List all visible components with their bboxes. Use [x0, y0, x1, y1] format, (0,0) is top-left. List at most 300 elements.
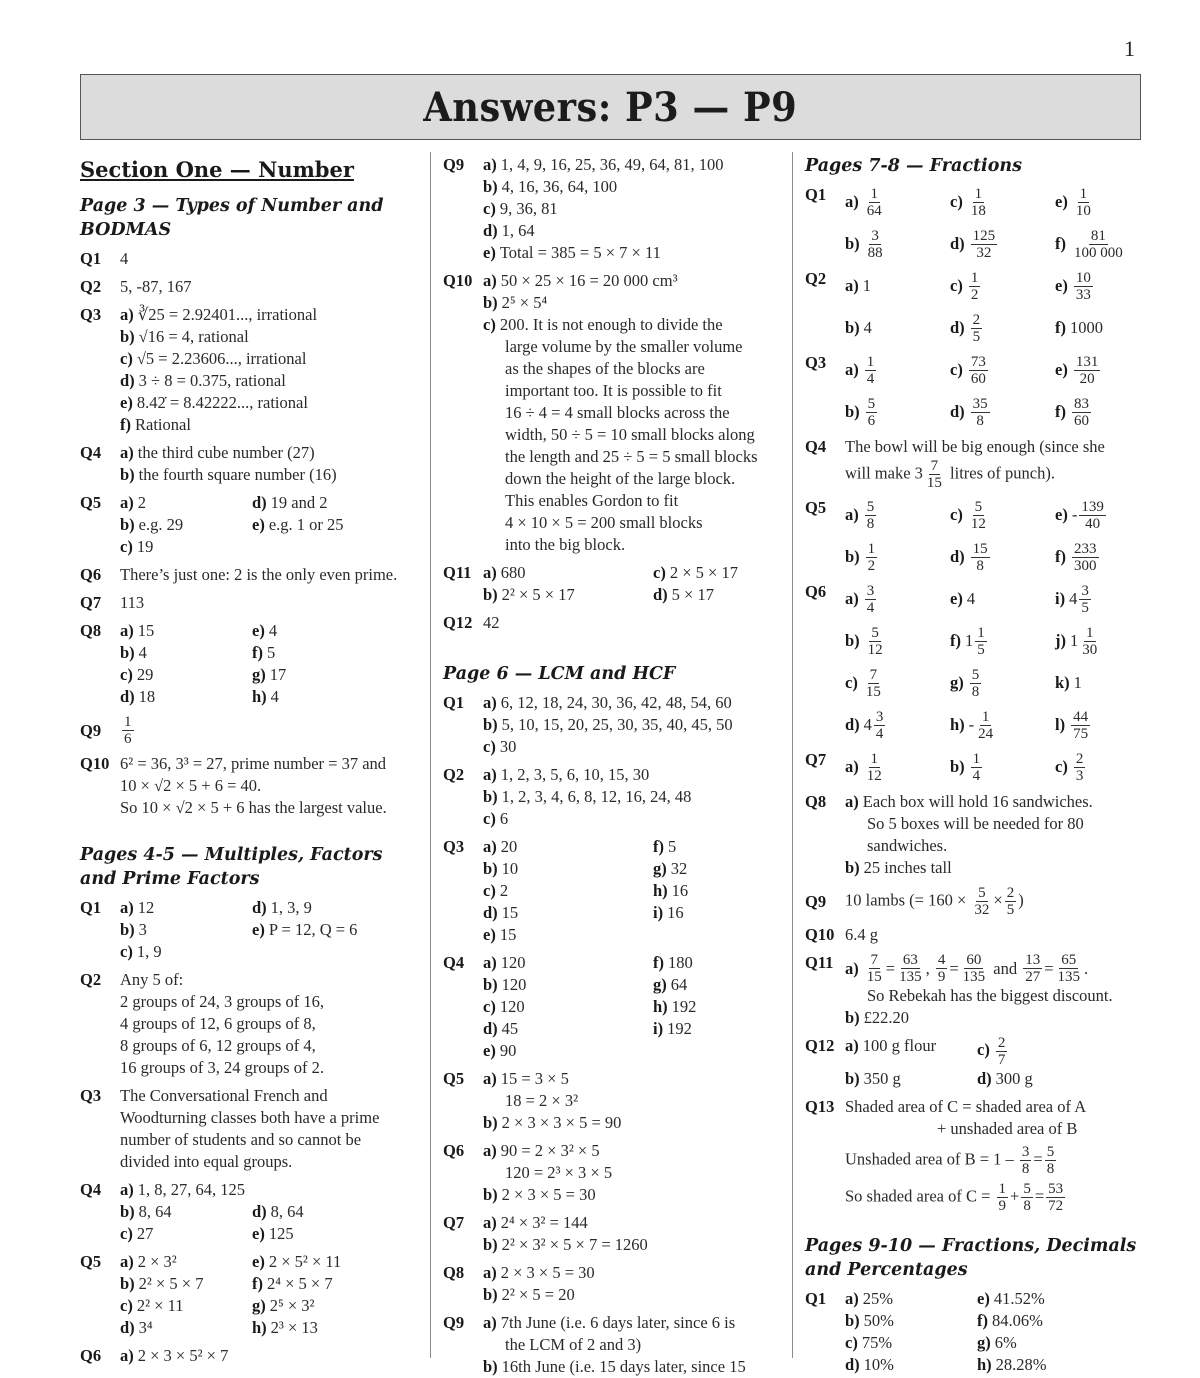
numerator: 139 [1081, 498, 1104, 515]
question-number: Q3 [80, 305, 102, 324]
answer-text: 350 g [863, 1069, 901, 1088]
denominator: 4 [866, 370, 875, 387]
denominator: 12 [970, 515, 986, 532]
answer-text: 2⁵ × 5⁴ [501, 293, 548, 312]
fraction [969, 270, 981, 303]
answer-item [845, 352, 950, 388]
question [80, 753, 420, 819]
part-label: b) [845, 1311, 860, 1330]
question: Q13 Shaded area of C = shaded area of A + unshaded area of B Unshaded area of B = 1 – $\frac{3}{8}$ = $\frac{5}{8}$ So shaded area of C = $\frac{1}{9}$ + $\frac{5}{8}$ = $\frac{53}{72}$ [805, 1096, 1150, 1214]
answer-text: 10 [501, 859, 519, 878]
answer-item [845, 539, 950, 575]
answer-text: 15 [137, 621, 155, 640]
whole-number: 4 [1069, 589, 1078, 608]
answer-text: 16 [671, 881, 689, 900]
part-label: c) [950, 192, 963, 211]
question-number: Q9 [805, 891, 827, 911]
part-label: a) [483, 1263, 497, 1282]
part-label: b) [483, 1113, 498, 1132]
whole-number: 1 [1070, 631, 1079, 650]
answer-text: 120 [501, 975, 527, 994]
fraction: $\frac{5}{32}$ [974, 885, 990, 918]
part-label: c) [845, 1333, 858, 1352]
fraction [865, 354, 877, 387]
numerator: 2 [972, 311, 981, 328]
denominator: 4 [972, 767, 981, 784]
fraction: $\frac{5}{8}$ [1046, 1144, 1055, 1177]
answer-text: 2² × 5 × 7 [138, 1274, 204, 1293]
part-label: c) [483, 199, 496, 218]
answer-text: 15 [499, 925, 517, 944]
answer-text: 180 [668, 953, 693, 972]
answer-text: 50% [863, 1311, 894, 1330]
fraction [866, 541, 878, 574]
question-number: Q1 [443, 693, 465, 712]
answer-text: P = 12, Q = 6 [268, 920, 358, 939]
part-label: b) [845, 858, 860, 877]
answer-text: litres of punch). [950, 463, 1055, 483]
question-number: Q8 [805, 792, 827, 811]
whole-number: 1 [965, 631, 974, 650]
answer-text: 10% [863, 1355, 894, 1374]
numerator: 3 [871, 227, 879, 244]
fraction [970, 667, 982, 700]
part-label: h) [653, 881, 668, 900]
answer-text: 10 × √2 × 5 + 6 = 40. [120, 776, 262, 795]
part-label: f) [252, 643, 263, 662]
part-label: f) [1055, 402, 1066, 421]
fraction [866, 228, 885, 261]
question [80, 442, 420, 486]
answer-text: the LCM of 2 and 3) [505, 1335, 642, 1354]
column-2 [443, 154, 788, 1376]
numerator: 131 [1075, 353, 1099, 370]
answer-text: 27 [136, 1224, 154, 1243]
answer-text: 1, 3, 9 [270, 898, 312, 917]
part-label: a) [845, 589, 859, 608]
answer-item [845, 394, 950, 430]
part-label: d) [845, 715, 860, 734]
numerator: 7 [869, 666, 878, 683]
question [443, 270, 788, 556]
answer-text: Unshaded area of B = 1 – [845, 1149, 1014, 1169]
part-label: b) [483, 177, 498, 196]
part-label: e) [1055, 360, 1068, 379]
question-number: Q4 [80, 443, 102, 462]
fraction [874, 709, 886, 742]
question-number: Q6 [80, 1346, 102, 1365]
answer-text: 6, 12, 18, 24, 30, 36, 42, 48, 54, 60 [500, 693, 732, 712]
answer-text: 1, 2, 3, 5, 6, 10, 15, 30 [500, 765, 650, 784]
answer-item [1055, 539, 1150, 575]
part-label: b) [483, 715, 498, 734]
answer-text: 15 = 3 × 5 [500, 1069, 569, 1088]
answer-text: This enables Gordon to fit [505, 491, 679, 510]
question-number: Q10 [805, 925, 835, 944]
part-label: a) [120, 1346, 134, 1365]
answer-text: 2² × 5 × 17 [501, 585, 575, 604]
part-label: b) [483, 1185, 498, 1204]
denominator: 8 [971, 683, 980, 700]
part-label: d) [483, 903, 498, 922]
question-number: Q5 [443, 1069, 465, 1088]
page-heading: Page 6 — LCM and HCF [443, 664, 676, 684]
question-number: Q13 [805, 1097, 835, 1116]
answer-item [1055, 623, 1150, 659]
answer-text: 2² × 11 [136, 1296, 184, 1315]
answer-text: the length and 25 ÷ 5 = 5 small blocks [505, 447, 758, 466]
answer-text: 1, 9 [136, 942, 162, 961]
answer-text: 4 [268, 621, 278, 640]
question-number: Q2 [80, 277, 102, 296]
numerator: 15 [972, 540, 988, 557]
answer-text: 84.06% [992, 1311, 1043, 1330]
fraction [866, 396, 878, 429]
part-label: e) [252, 621, 265, 640]
answer-text: So shaded area of C = [845, 1186, 991, 1206]
answer-text: 8.42̇ = 8.42222..., rational [136, 393, 308, 412]
part-label: d) [120, 371, 135, 390]
part-label: c) [483, 881, 496, 900]
answer-item [950, 581, 1055, 617]
fraction: $\frac{65}{135}$ [1057, 952, 1081, 985]
part-label: b) [483, 585, 498, 604]
part-label: j) [1055, 631, 1066, 650]
numerator: 5 [974, 498, 983, 515]
part-label: g) [950, 673, 964, 692]
part-label: f) [1055, 234, 1066, 253]
part-label: f) [653, 837, 664, 856]
part-label: a) [483, 1213, 497, 1232]
denominator: 5 [1081, 599, 1089, 616]
part-label: c) [120, 942, 133, 961]
part-label: c) [120, 665, 133, 684]
answer-text: 6 [499, 809, 509, 828]
part-label: f) [252, 1274, 263, 1293]
question [443, 612, 788, 634]
part-label: e) [483, 243, 496, 262]
answer-text: 4 [138, 643, 147, 662]
question [80, 714, 420, 747]
denominator: 88 [867, 244, 883, 261]
answer-text: 113 [120, 593, 145, 612]
answer-text: will make [845, 463, 911, 483]
question-number: Q2 [805, 269, 827, 288]
question-number: Q10 [80, 754, 110, 773]
question-number: Q9 [80, 720, 102, 740]
title-band [80, 74, 1141, 140]
part-label: c) [483, 315, 496, 334]
part-label: a) [483, 1141, 497, 1160]
answer-text: 120 [500, 953, 526, 972]
denominator: 2 [867, 557, 876, 574]
fraction [971, 541, 990, 574]
answer-text: important too. It is possible to fit [505, 381, 722, 400]
question-number: Q2 [80, 970, 102, 989]
answer-text: into the big block. [505, 535, 626, 554]
question-number: Q1 [805, 185, 827, 204]
question [80, 1345, 420, 1367]
part-label: b) [483, 1235, 498, 1254]
question-number: Q6 [80, 565, 102, 584]
fraction [971, 751, 983, 784]
part-label: a) [845, 505, 859, 524]
question [805, 924, 1150, 946]
denominator: 4 [875, 725, 884, 742]
question-number: Q1 [805, 1289, 827, 1308]
part-label: f) [120, 415, 131, 434]
question-number: Q1 [80, 249, 102, 268]
column-3 [805, 154, 1150, 1374]
answer-text: 2² × 5 = 20 [501, 1285, 575, 1304]
denominator: 8 [976, 557, 984, 574]
part-label: b) [845, 402, 860, 421]
part-label: b) [120, 643, 135, 662]
part-label: i) [1055, 589, 1066, 608]
answer-text: 2 × 3 × 3 × 5 = 90 [501, 1113, 622, 1132]
answer-text: e.g. 1 or 25 [268, 515, 344, 534]
part-label: a) [483, 953, 497, 972]
page-number: 1 [1124, 36, 1135, 61]
denominator: 64 [866, 202, 882, 219]
denominator: 8 [866, 515, 875, 532]
whole-number: 4 [863, 715, 872, 734]
answer-text: width, 50 ÷ 5 = 10 small blocks along [505, 425, 755, 444]
fraction [971, 312, 983, 345]
answer-text: 125 [268, 1224, 294, 1243]
answer-text: 75% [861, 1333, 893, 1352]
fraction [969, 499, 988, 532]
part-label: e) [483, 1041, 496, 1060]
part-label: g) [653, 859, 667, 878]
part-label: c) [845, 673, 858, 692]
question-number: Q9 [443, 1313, 465, 1332]
answer-text: 2 [137, 493, 146, 512]
part-label: h) [252, 687, 267, 706]
question-number: Q12 [443, 613, 473, 632]
part-label: a) [120, 621, 134, 640]
answer-item [1055, 581, 1150, 617]
part-label: a) [483, 1069, 497, 1088]
fraction [1074, 751, 1086, 784]
question-number: Q6 [805, 582, 827, 601]
question [805, 436, 1150, 491]
part-label: d) [483, 221, 498, 240]
fraction [975, 625, 987, 658]
denominator: 8 [976, 412, 984, 429]
answer-item [950, 707, 1055, 743]
answer-text: Shaded area of C = shaded area of A [845, 1097, 1087, 1116]
column-divider [430, 152, 431, 1358]
part-label: b) [120, 920, 135, 939]
part-label: b) [845, 631, 860, 650]
whole-number: 1 [862, 276, 871, 295]
answer-item [950, 749, 1055, 785]
part-label: d) [120, 687, 135, 706]
fraction [1074, 186, 1093, 219]
answer-text: 90 [499, 1041, 517, 1060]
part-label: d) [120, 1318, 135, 1337]
question-number: Q5 [80, 493, 102, 512]
sign: - [968, 715, 975, 734]
fraction [864, 667, 883, 700]
question [80, 620, 420, 708]
numerator: 125 [972, 227, 996, 244]
answer-text: The bowl will be big enough (since she [845, 437, 1105, 456]
answer-text: 5 × 17 [671, 585, 714, 604]
numerator: 35 [972, 395, 988, 412]
answer-item [950, 665, 1055, 701]
part-label: d) [977, 1069, 992, 1088]
part-label: g) [252, 1296, 266, 1315]
part-label: a) [120, 898, 134, 917]
part-label: d) [950, 318, 965, 337]
question-number: Q7 [80, 593, 102, 612]
question [805, 268, 1150, 346]
fraction [969, 354, 988, 387]
answer-text: 680 [500, 563, 526, 582]
answer-text: 5, 10, 15, 20, 25, 30, 35, 40, 45, 50 [501, 715, 733, 734]
denominator: 32 [976, 244, 992, 261]
answer-text: 1, 8, 27, 64, 125 [137, 1180, 245, 1199]
answer-text: Any 5 of: [120, 970, 184, 989]
answer-text: 5, -87, 167 [120, 277, 192, 296]
part-label: c) [483, 997, 496, 1016]
answer-item [1055, 707, 1150, 743]
whole-number: 1000 [1070, 318, 1103, 337]
operator: × [993, 890, 1003, 910]
answer-text: √5 = 2.23606..., irrational [136, 349, 307, 368]
answer-text: 120 = 2³ × 3 × 5 [505, 1163, 613, 1182]
question [80, 492, 420, 558]
numerator: 1 [981, 708, 990, 725]
denominator: 5 [977, 641, 985, 658]
answer-text: 3 [138, 920, 147, 939]
denominator: 24 [978, 725, 994, 742]
answer-text: 4, 16, 36, 64, 100 [501, 177, 618, 196]
question [80, 304, 420, 436]
part-label: b) [120, 465, 135, 484]
question [443, 1312, 788, 1378]
part-label: e) [1055, 505, 1068, 524]
answer-text: So Rebekah has the biggest discount. [867, 986, 1113, 1005]
answer-text: 2 [499, 881, 509, 900]
part-label: b) [483, 1285, 498, 1304]
answer-item [950, 352, 1055, 388]
answer-text: 120 [499, 997, 525, 1016]
question-number: Q12 [805, 1036, 835, 1055]
part-label: f) [653, 953, 664, 972]
fraction [865, 499, 877, 532]
answer-item [845, 226, 950, 262]
numerator: 5 [866, 498, 875, 515]
part-label: b) [950, 757, 965, 776]
part-label: a) [483, 765, 497, 784]
part-label: a) [845, 958, 859, 978]
part-label: a) [483, 271, 497, 290]
question [80, 1179, 420, 1245]
answer-text: 16 [667, 903, 684, 922]
question [80, 564, 420, 586]
answer-item [950, 539, 1055, 575]
part-label: a) [845, 757, 859, 776]
answer-text: £22.20 [863, 1008, 910, 1027]
denominator: 3 [1075, 767, 1084, 784]
denominator: 6 [867, 412, 876, 429]
answer-text: 12 [137, 898, 155, 917]
question [80, 897, 420, 963]
part-label: a) [120, 493, 134, 512]
numerator: 5 [871, 624, 879, 641]
fraction: $\frac{63}{135}$ [899, 952, 922, 985]
answer-text: 1, 4, 9, 16, 25, 36, 49, 64, 81, 100 [500, 155, 724, 174]
part-label: b) [483, 859, 498, 878]
answer-text: 8, 64 [270, 1202, 304, 1221]
question-number: Q6 [443, 1141, 465, 1160]
part-label: c) [950, 276, 963, 295]
numerator: 81 [1090, 227, 1106, 244]
answer-text: 6² = 36, 3³ = 27, prime number = 37 and [120, 754, 387, 773]
answer-text: 10 lambs (= 160 × [845, 890, 967, 910]
answer-text: the fourth square number (16) [138, 465, 337, 484]
sign: - [1071, 505, 1078, 524]
question-number: Q8 [443, 1263, 465, 1282]
answer-text: and [993, 958, 1018, 978]
answer-text: 8, 64 [138, 1202, 172, 1221]
answer-text: Each box will hold 16 sandwiches. [862, 792, 1093, 811]
part-label: f) [1055, 547, 1066, 566]
part-label: a) [483, 837, 497, 856]
part-label: c) [120, 1224, 133, 1243]
part-label: e) [252, 515, 265, 534]
fraction: $\frac{13}{27}$ [1025, 952, 1041, 985]
answer-text: 28.28% [995, 1355, 1047, 1374]
answer-item [845, 310, 950, 346]
answer-item [950, 184, 1055, 220]
answer-text: ∛25 = 2.92401..., irrational [137, 305, 318, 324]
answer-text: 7th June (i.e. 6 days later, since 6 is [500, 1313, 736, 1332]
answer-item [845, 749, 950, 785]
question-number: Q7 [805, 750, 827, 769]
numerator: 1 [1086, 624, 1094, 641]
fraction: $\frac{7}{15}$ [866, 952, 882, 985]
question: Q11 a) $\frac{7}{15}$ = $\frac{63}{135}$ , $\frac{4}{9}$ = $\frac{60}{135}$ and $\frac{13}{27}$ = $\frac{65}{135}$ . So Rebekah has the biggest discount. b) £22.20 [805, 952, 1150, 1029]
answer-text: 2⁴ × 3² = 144 [500, 1213, 588, 1232]
denominator: 30 [1082, 641, 1098, 658]
part-label: c) [483, 737, 496, 756]
part-label: a) [483, 563, 497, 582]
numerator: 5 [867, 395, 876, 412]
answer-text: There’s just one: 2 is the only even prime. [120, 565, 398, 584]
answer-text: 50 × 25 × 16 = 20 000 cm³ [500, 271, 678, 290]
part-label: c) [120, 1296, 133, 1315]
part-label: a) [845, 792, 859, 811]
part-label: d) [252, 1202, 267, 1221]
answer-item [1055, 497, 1150, 533]
part-label: e) [120, 393, 133, 412]
part-label: h) [653, 997, 668, 1016]
answer-item [1055, 184, 1150, 220]
numerator: 233 [1074, 540, 1097, 557]
answer-text: 8 groups of 6, 12 groups of 4, [120, 1036, 316, 1055]
answer-text: 16th June (i.e. 15 days later, since 15 [501, 1357, 746, 1376]
question [80, 276, 420, 298]
answer-item [1055, 665, 1150, 701]
answer-item [950, 497, 1055, 533]
question [443, 1262, 788, 1306]
question [443, 952, 788, 1062]
question-number: Q1 [80, 898, 102, 917]
